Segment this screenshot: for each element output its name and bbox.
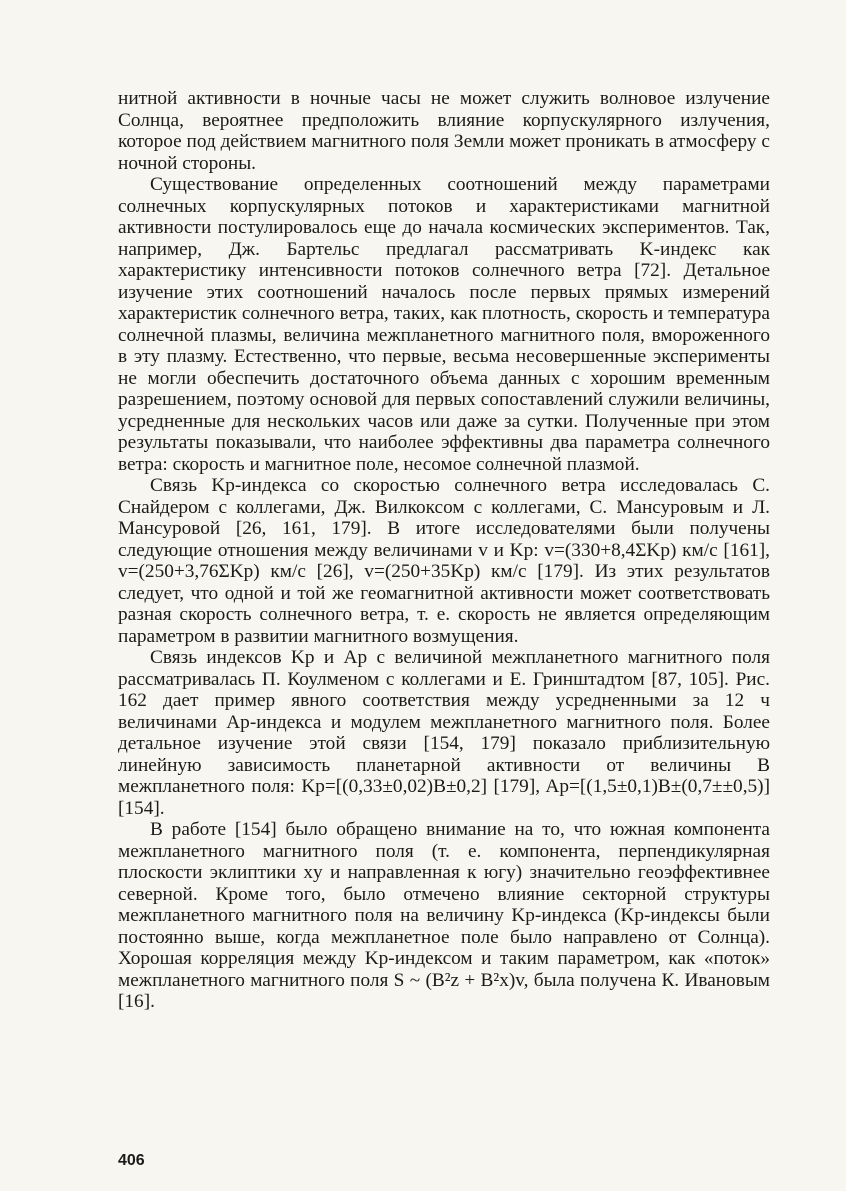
paragraph-kp-ap-magnetic-field: Связь индексов Kp и Ap с величиной межпланетного магнитного поля рассматривалась П. Коулменом с коллегами и Е. Гринштадтом [87, 105]. Рис. 162 дает пример явного соответствия между усредненными за 12 ч величинами Ap-индекса и модулем межпланетного магнитного поля. Более детальное изучение этой связи [154, 179] показало приблизительную линейную зависимость планетарной активности от величины B межпланетного поля: Kp=[(0,33±0,02)B±0,2] [179], Ap=[(1,5±0,1)B±(0,7±±0,5)] [154]. xyxy=(118,647,770,819)
paragraph-solar-wind-parameters: Существование определенных соотношений между параметрами солнечных корпускулярных потоков и характеристиками магнитной активности постулировалось еще до начала космических экспериментов. Так, например, Дж. Бартельс предлагал рассматривать K-индекс как характеристику интенсивности потоков солнечного ветра [72]. Детальное изучение этих соотношений началось после первых прямых измерений характеристик солнечного ветра, таких, как плотность, скорость и температура солнечной плазмы, величина межпланетного магнитного поля, вмороженного в эту плазму. Естественно, что первые, весьма несовершенные эксперименты не могли обеспечить достаточного объема данных с хорошим временным разрешением, поэтому основой для первых сопоставлений служили величины, усредненные для нескольких часов или даже за сутки. Полученные при этом результаты показывали, что наиболее эффективны два параметра солнечного ветра: скорость и магнитное поле, несомое солнечной плазмой. xyxy=(118,174,770,475)
paragraph-southern-component: В работе [154] было обращено внимание на то, что южная компонента межпланетного магнитного поля (т. е. компонента, перпендикулярная плоскости эклиптики xy и направленная к югу) значительно геоэффективнее северной. Кроме того, было отмечено влияние секторной структуры межпланетного магнитного поля на величину Kp-индекса (Kp-индексы были постоянно выше, когда межпланетное поле было направлено от Солнца). Хорошая корреляция между Kp-индексом и таким параметром, как «поток» межпланетного магнитного поля S ~ (B²z + B²x)v, была получена К. Ивановым [16]. xyxy=(118,819,770,1012)
paragraph-kp-velocity: Связь Kp-индекса со скоростью солнечного ветра исследовалась С. Снайдером с коллегами, Дж. Вилкоксом с коллегами, С. Мансуровым и Л. Мансуровой [26, 161, 179]. В итоге исследователями были получены следующие отношения между величинами v и Kp: v=(330+8,4ΣKp) км/с [161], v=(250+3,76ΣKp) км/с [26], v=(250+35Kp) км/с [179]. Из этих результатов следует, что одной и той же геомагнитной активности может соответствовать разная скорость солнечного ветра, т. е. скорость не является определяющим параметром в развитии магнитного возмущения. xyxy=(118,475,770,647)
page-number: 406 xyxy=(118,1152,145,1169)
paragraph-continuation: нитной активности в ночные часы не может служить волновое излучение Солнца, вероятнее предположить влияние корпускулярного излучения, которое под действием магнитного поля Земли может проникать в атмосферу с ночной стороны. xyxy=(118,88,770,174)
body-text xyxy=(118,88,770,1013)
